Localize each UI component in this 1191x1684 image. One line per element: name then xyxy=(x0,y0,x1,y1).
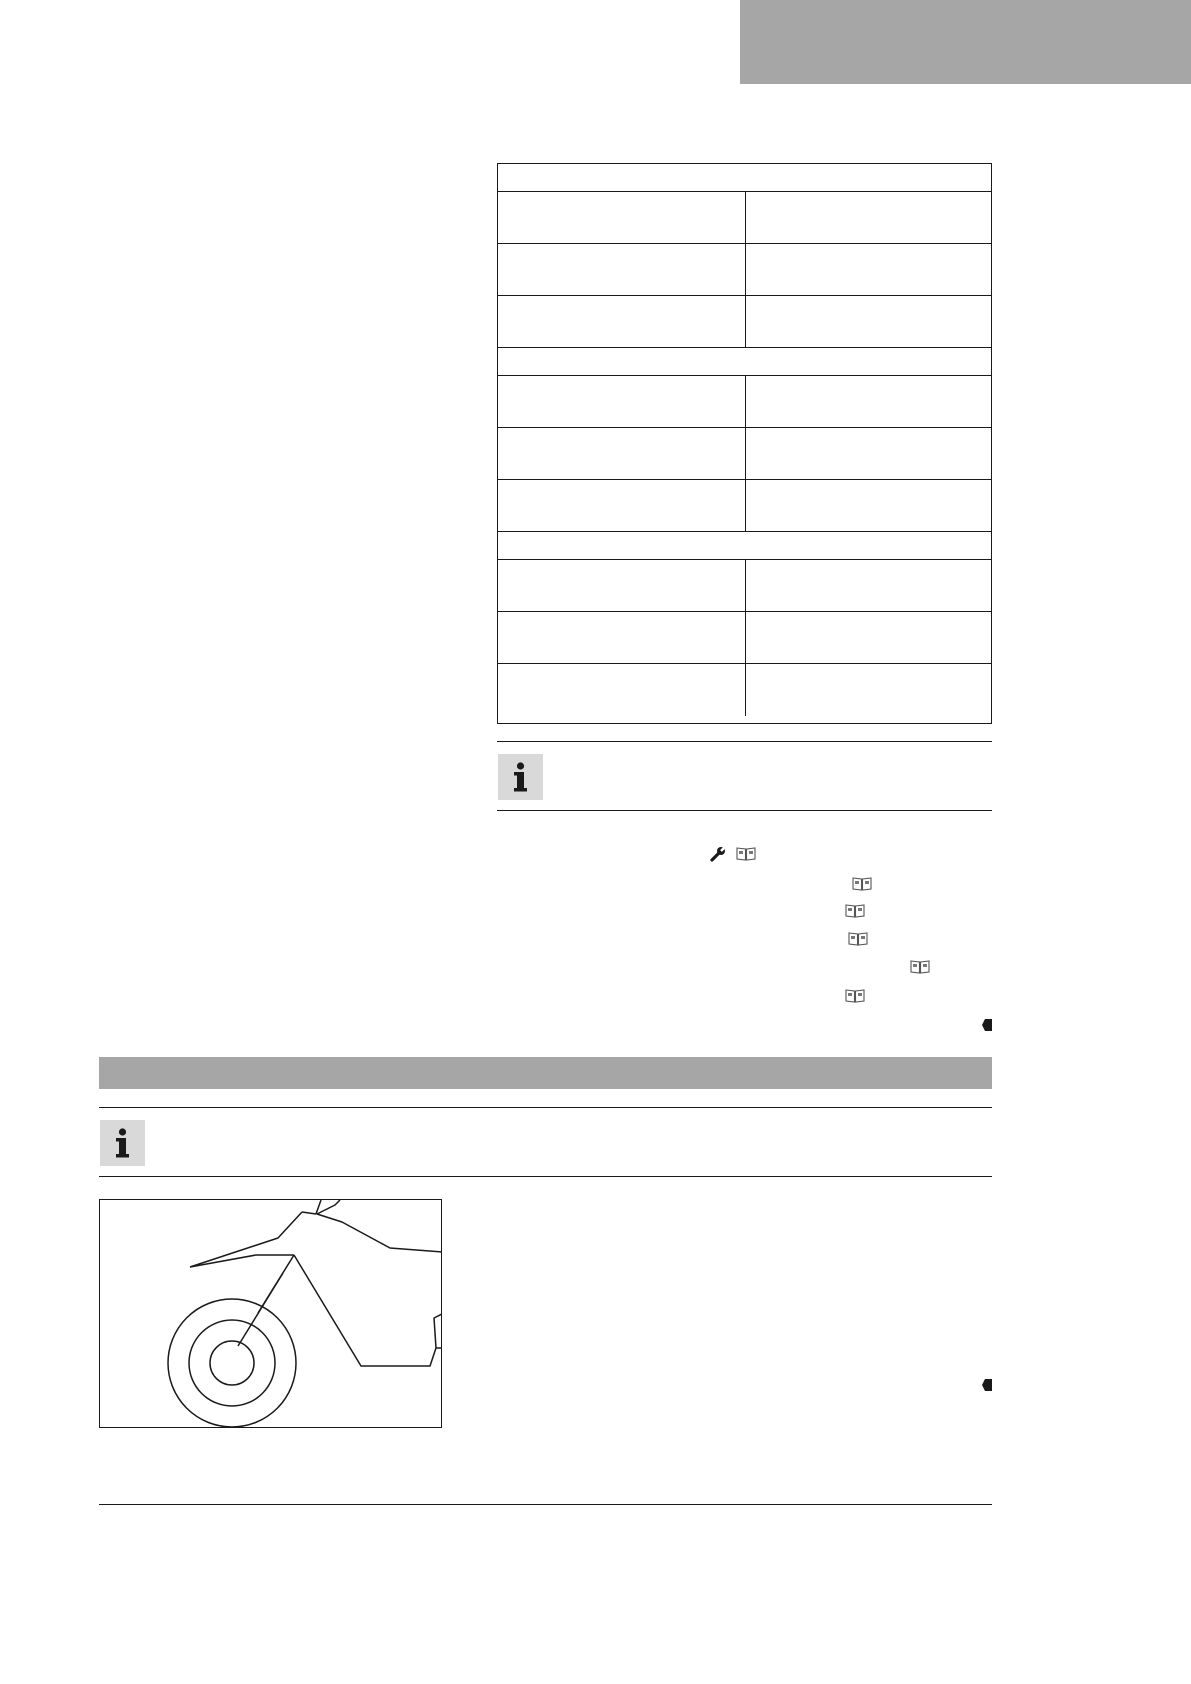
manual-reference-icon[interactable] xyxy=(845,988,865,1004)
spec-row xyxy=(498,296,991,348)
manual-reference-icon[interactable] xyxy=(852,876,872,892)
end-of-section-icon xyxy=(982,1018,992,1030)
spec-row xyxy=(498,664,991,716)
spec-row xyxy=(498,428,991,480)
manual-reference-icon[interactable] xyxy=(848,931,868,947)
spec-label xyxy=(498,296,746,347)
spec-label xyxy=(498,192,746,243)
footer-rule xyxy=(99,1504,992,1505)
spec-value xyxy=(746,296,991,347)
spec-group xyxy=(498,532,991,716)
spec-row xyxy=(498,612,991,664)
spec-value xyxy=(746,612,991,663)
spec-label xyxy=(498,428,746,479)
spec-label xyxy=(498,244,746,295)
spec-label xyxy=(498,612,746,663)
spec-row xyxy=(498,480,991,532)
section-header-bar xyxy=(99,1057,992,1089)
manual-reference-icon[interactable] xyxy=(910,959,930,975)
chapter-tab xyxy=(740,0,1191,84)
manual-reference-icon[interactable] xyxy=(736,846,756,862)
spec-value xyxy=(746,192,991,243)
spec-label xyxy=(498,560,746,611)
manual-reference-icon[interactable] xyxy=(845,903,865,919)
spec-value xyxy=(746,376,991,427)
info-note xyxy=(99,1107,992,1177)
spec-row xyxy=(498,560,991,612)
spec-group-header xyxy=(498,164,991,192)
spec-row xyxy=(498,244,991,296)
spec-group xyxy=(498,164,991,348)
info-icon xyxy=(100,1120,145,1166)
spec-label xyxy=(498,480,746,531)
spec-label xyxy=(498,664,746,716)
spec-group-header xyxy=(498,348,991,376)
spec-value xyxy=(746,244,991,295)
spec-group xyxy=(498,348,991,532)
spec-value xyxy=(746,664,991,716)
info-icon xyxy=(498,754,543,800)
spec-table xyxy=(497,163,992,724)
spec-row xyxy=(498,192,991,244)
spec-group-header xyxy=(498,532,991,560)
info-note xyxy=(497,741,992,811)
end-of-section-icon xyxy=(982,1378,992,1390)
spec-value xyxy=(746,480,991,531)
motorcycle-front-illustration xyxy=(99,1199,442,1428)
wrench-icon xyxy=(710,846,726,862)
spec-label xyxy=(498,376,746,427)
spec-value xyxy=(746,560,991,611)
spec-row xyxy=(498,376,991,428)
spec-value xyxy=(746,428,991,479)
